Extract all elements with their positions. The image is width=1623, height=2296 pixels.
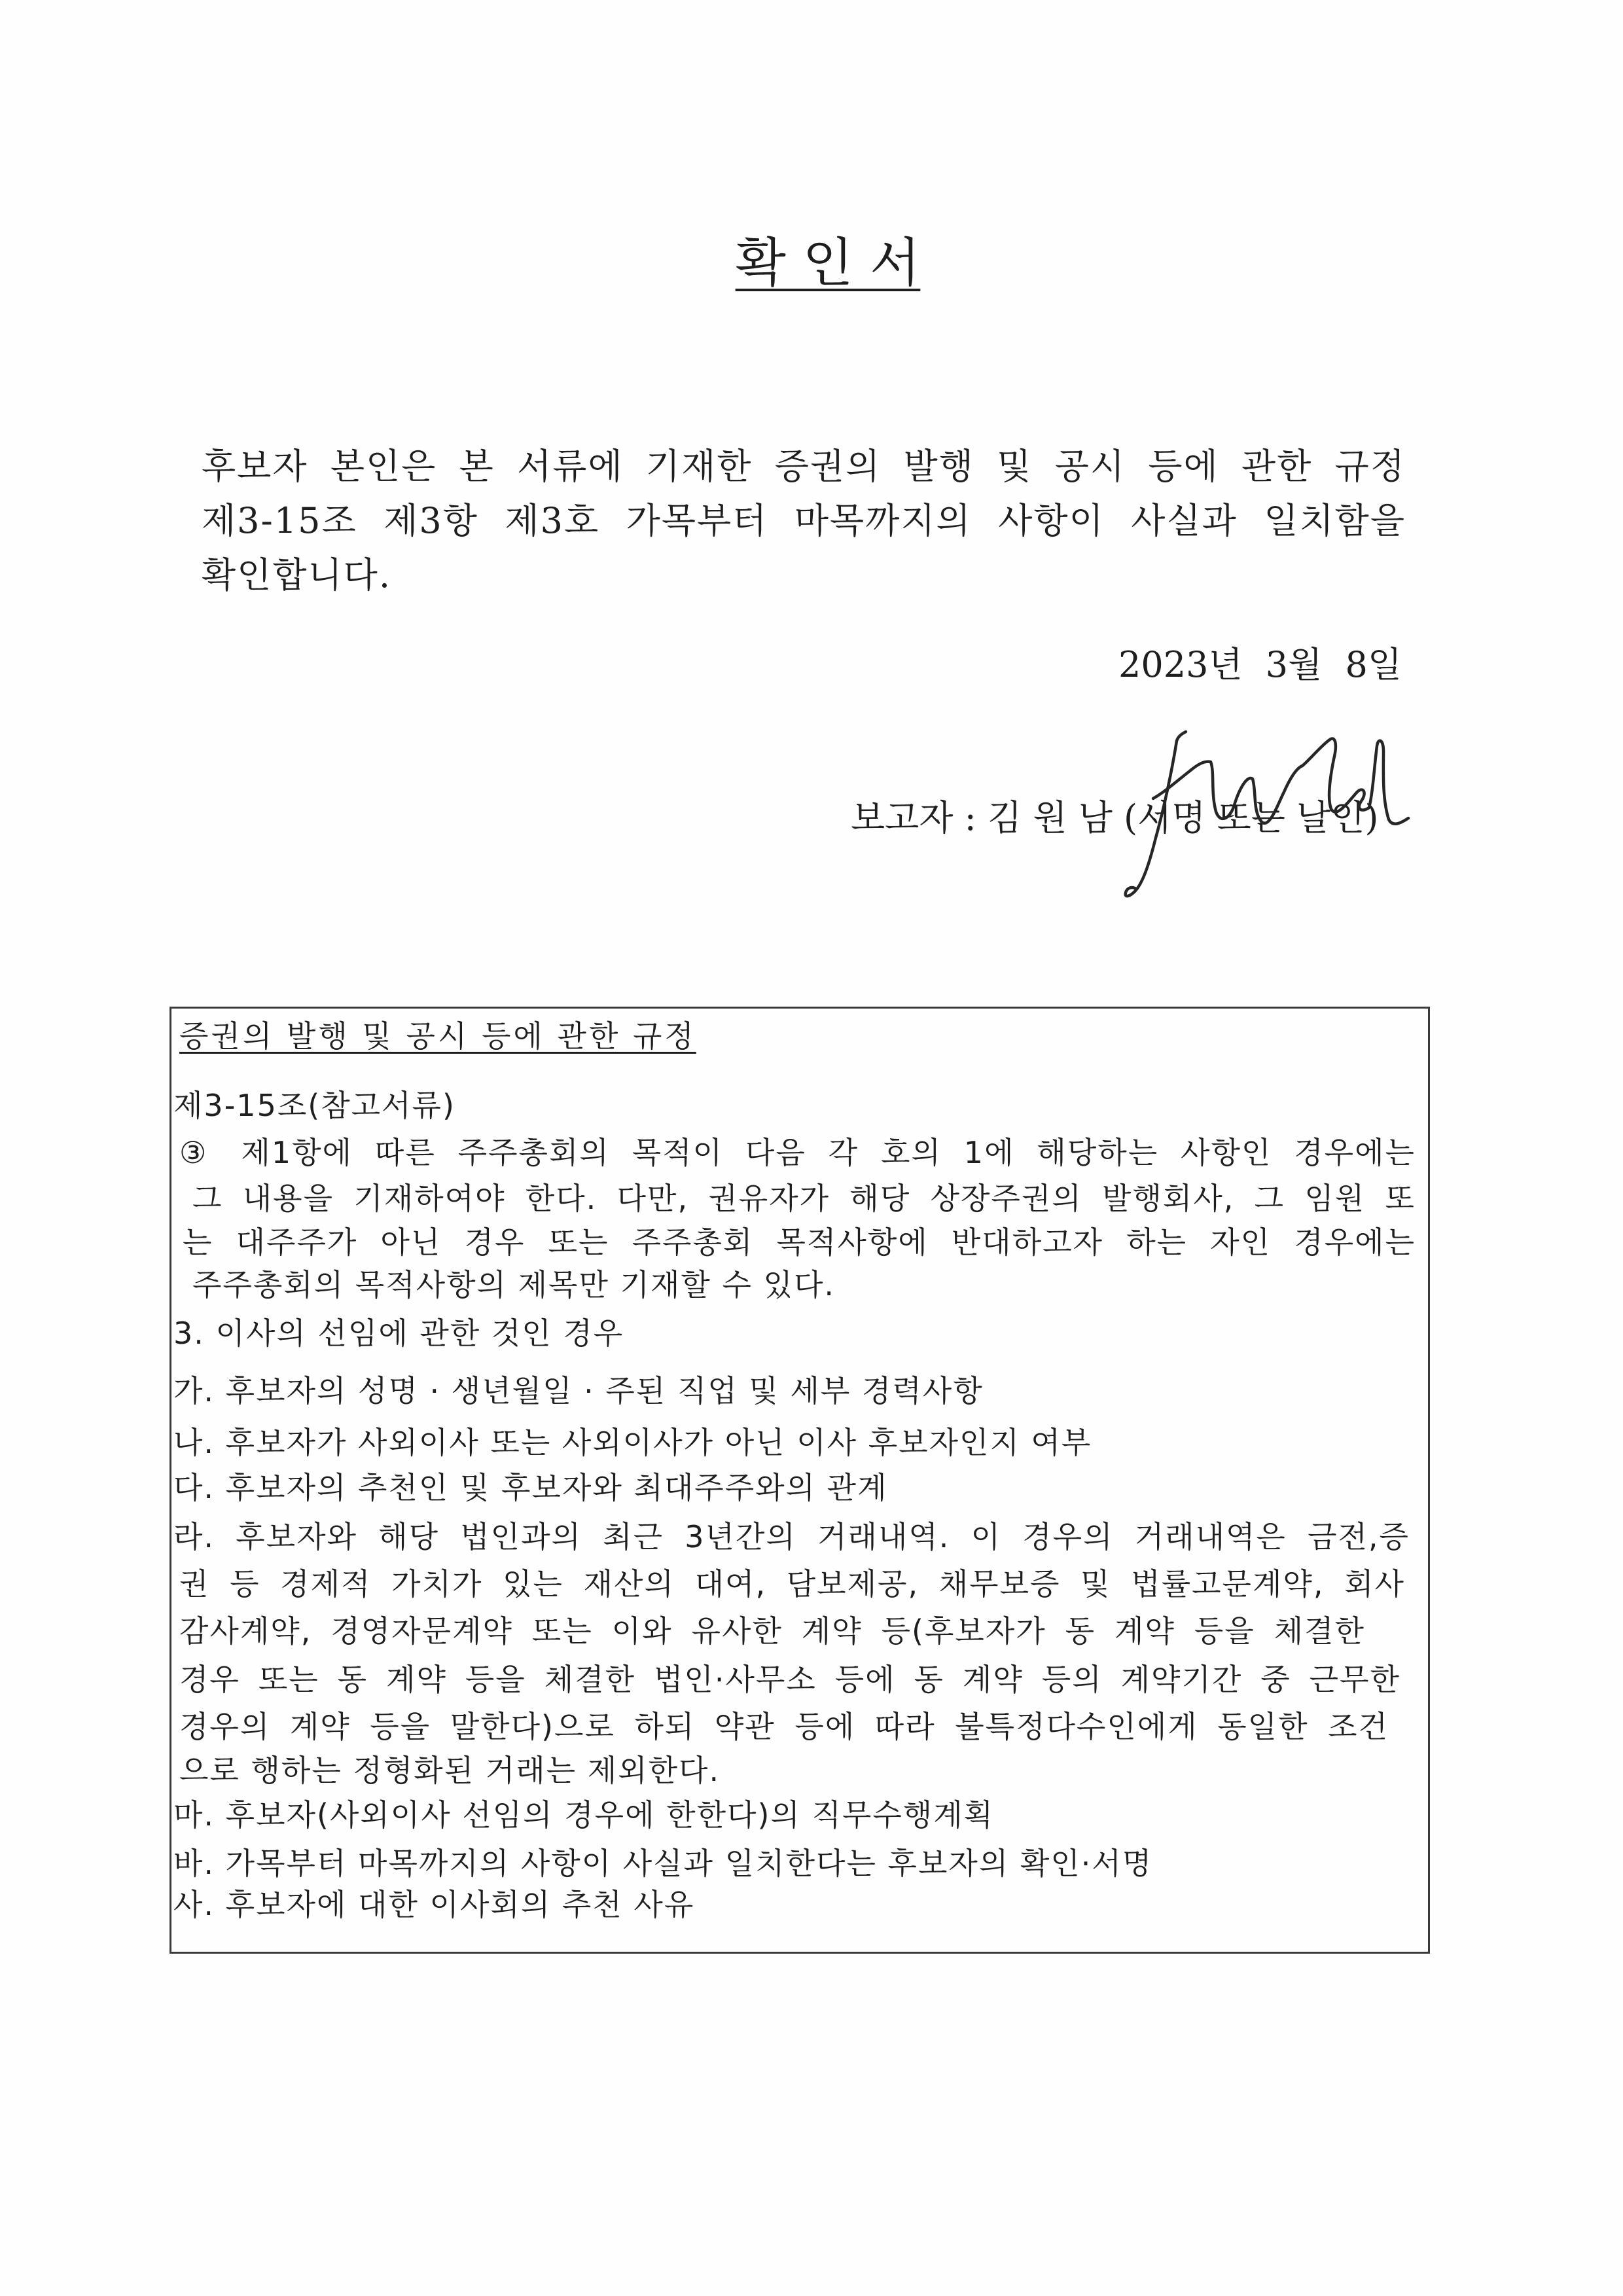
regulation-line: 권 등 경제적 가치가 있는 재산의 대여, 담보제공, 채무보증 및 법률고문계약, 회사 (179, 1566, 1405, 1602)
regulation-article: 제3-15조(참고서류) (173, 1088, 455, 1123)
regulation-line: 가. 후보자의 성명 · 생년월일 · 주된 직업 및 세부 경력사항 (173, 1373, 984, 1408)
regulation-line: 3. 이사의 선임에 관한 것인 경우 (173, 1316, 624, 1351)
regulation-line: 으로 행하는 정형화된 거래는 제외한다. (179, 1753, 721, 1788)
signature-stroke (1302, 738, 1369, 812)
handwritten-signature (1113, 720, 1414, 910)
statement-line: 후보자 본인은 본 서류에 기재한 증권의 발행 및 공시 등에 관한 규정 (202, 446, 1406, 487)
regulation-line: 라. 후보자와 해당 법인과의 최근 3년간의 거래내역. 이 경우의 거래내역은 금전,증 (173, 1519, 1410, 1554)
regulation-line: 다. 후보자의 추천인 및 후보자와 최대주주와의 관계 (173, 1470, 888, 1505)
regulation-reference-box (169, 1007, 1430, 1954)
regulation-line: 감사계약, 경영자문계약 또는 이와 유사한 계약 등(후보자가 동 계약 등을 체결한 (179, 1613, 1365, 1649)
reporter-name: 김 원 남 (988, 797, 1113, 838)
reporter-label: 보고자 : (851, 797, 976, 838)
regulation-line: 마. 후보자(사외이사 선임의 경우에 한한다)의 직무수행계획 (173, 1797, 995, 1833)
signature-note: (서명 또는 날인) (1124, 797, 1379, 838)
regulation-line: 바. 가목부터 마목까지의 사항이 사실과 일치한다는 후보자의 확인·서명 (173, 1846, 1153, 1881)
regulation-line: 는 대주주가 아닌 경우 또는 주주총회 목적사항에 반대하고자 하는 자인 경우에는 (183, 1225, 1416, 1260)
regulation-line: 경우 또는 동 계약 등을 체결한 법인·사무소 등에 동 계약 등의 계약기간 중 근무한 (179, 1662, 1400, 1697)
regulation-line: 주주총회의 목적사항의 제목만 기재할 수 있다. (192, 1267, 836, 1302)
regulation-line: 경우의 계약 등을 말한다)으로 하되 약관 등에 따라 불특정다수인에게 동일한 조건 (179, 1709, 1389, 1744)
regulation-line: 사. 후보자에 대한 이사회의 추천 사유 (173, 1887, 695, 1922)
statement-line: 제3-15조 제3항 제3호 가목부터 마목까지의 사항이 사실과 일치함을 (202, 500, 1406, 541)
regulation-line: 그 내용을 기재하여야 한다. 다만, 권유자가 해당 상장주권의 발행회사, 그 임원 또 (192, 1181, 1416, 1216)
signature-stroke (1153, 762, 1302, 823)
statement-line: 확인합니다. (202, 554, 391, 596)
document-title: 확 인 서 (735, 232, 921, 293)
document-date: 2023년 3월 8일 (1118, 644, 1402, 685)
regulation-line: ③ 제1항에 따른 주주총회의 목적이 다음 각 호의 1에 해당하는 사항인 경우에는 (179, 1135, 1416, 1170)
regulation-heading: 증권의 발행 및 공시 등에 관한 규정 (179, 1018, 696, 1054)
signature-stroke (1126, 732, 1186, 896)
signature-stroke (1369, 741, 1408, 824)
regulation-line: 나. 후보자가 사외이사 또는 사외이사가 아닌 이사 후보자인지 여부 (173, 1425, 1092, 1460)
